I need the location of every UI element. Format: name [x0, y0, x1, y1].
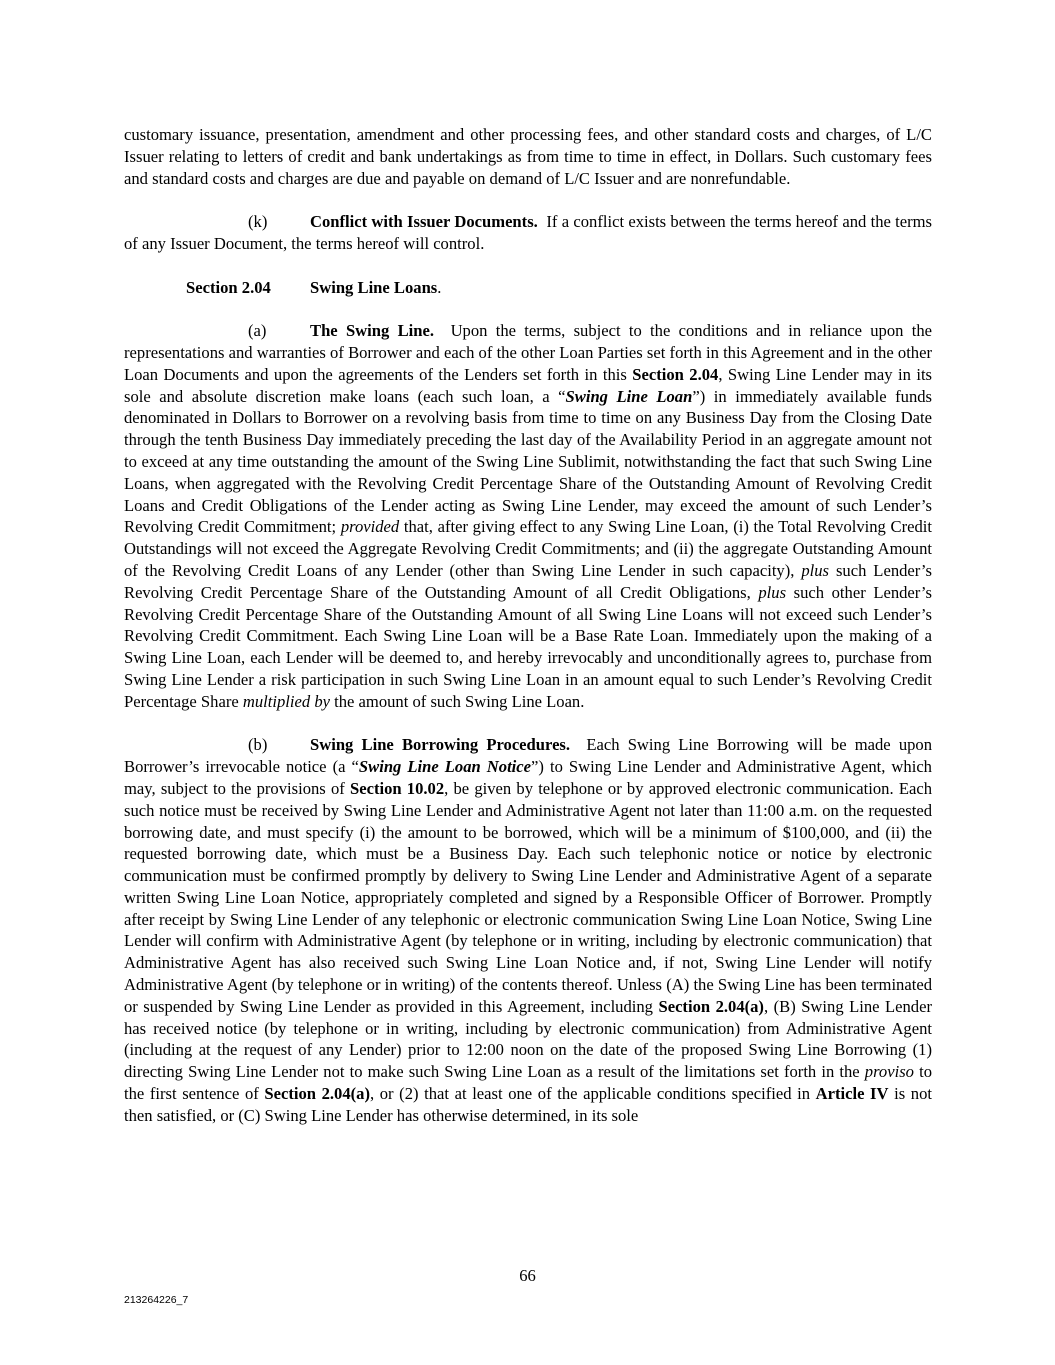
cross-reference: Article IV [815, 1084, 889, 1104]
text-a-5: such Lender’s Revolving Credit Percentage Share of the Outstanding Amount of all Credit Obligations, [124, 560, 932, 602]
document-page [124, 124, 932, 1127]
heading-a: The Swing Line. [310, 321, 434, 341]
section-heading [124, 277, 932, 299]
carryover-paragraph [124, 124, 932, 189]
document-id: 213264226_7 [124, 1294, 189, 1306]
text-b-1: Each Swing Line Borrowing will be made upon Borrower’s irrevocable notice (a “ [124, 735, 933, 777]
text-b-5: to the first sentence of [124, 1062, 933, 1104]
italic-term: multiplied by [242, 691, 330, 711]
text-a-1: Upon the terms, subject to the conditions and in reliance upon the representations and warranties of Borrower and each of the other Loan Parties set forth in this Agreement and in the other Loan Documents and upon the agreements of the Lenders set forth in this [124, 321, 932, 384]
section-title: Swing Line Loans [310, 277, 438, 297]
text-b-4: , (B) Swing Line Lender has received notice (by telephone or in writing, including by electronic communication) from Administrative Agent (including at the request of any Lender) prior to 12:00 noon on the date of the proposed Swing Line Borrowing (1) directing Swing Line Lender not to make such Swing Line Loan as a result of the limitations set forth in the [124, 996, 932, 1082]
italic-term: plus [758, 582, 787, 602]
text-a-3: ”) in immediately available funds denominated in Dollars to Borrower on a revolving basis from time to time on any Business Day from the Closing Date through the tenth Business Day immediately preceding the last day of the Availability Period in an aggregate amount not to exceed at any time outstanding the amount of the Swing Line Sublimit, notwithstanding the fact that such Swing Line Loans, when aggregated with the Revolving Credit Percentage Share of the Outstanding Amount of Revolving Credit Loans and Credit Obligations of the Lender acting as Swing Line Lender, may exceed the amount of such Lender’s Revolving Credit Commitment; [124, 386, 932, 537]
section-period: . [437, 277, 442, 297]
section-number: Section 2.04 [186, 277, 271, 297]
enum-k: (k) [248, 212, 268, 232]
heading-b: Swing Line Borrowing Procedures. [310, 735, 571, 755]
text-a-4: that, after giving effect to any Swing Line Loan, (i) the Total Revolving Credit Outstandings will not exceed the Aggregate Revolving Credit Commitments; and (ii) the aggregate Outstanding Amount of the Revolving Credit Loans of any Lender (other than Swing Line Lender in such capacity), [124, 517, 933, 580]
cross-reference: Section 10.02 [349, 778, 445, 798]
page-number: 66 [519, 1266, 536, 1285]
cross-reference: Section 2.04(a) [658, 996, 764, 1016]
text-a-2: , Swing Line Lender may in its sole and absolute discretion make loans (each such loan, a “ [124, 364, 933, 406]
heading-k: Conflict with Issuer Documents. [310, 212, 538, 232]
defined-term: Swing Line Loan [565, 386, 693, 406]
cross-reference: Section 2.04 [632, 364, 719, 384]
cross-reference: Section 2.04(a) [264, 1084, 370, 1104]
enum-b: (b) [248, 735, 268, 755]
enum-a: (a) [248, 321, 267, 341]
italic-term: proviso [864, 1062, 914, 1082]
defined-term: Swing Line Loan Notice [358, 757, 532, 777]
text-b-3: , be given by telephone or by approved electronic communication. Each such notice must be received by Swing Line Lender and Administrative Agent not later than 11:00 a.m. on the requested borrowing date, and must specify (i) the amount to be borrowed, which will be a minimum of $100,000, and (ii) the requested borrowing date, which must be a Business Day. Each such telephonic notice or notice by electronic communication must be confirmed promptly by delivery to Swing Line Lender and Administrative Agent of a separate written Swing Line Loan Notice, appropriately completed and signed by a Responsible Officer of Borrower. Promptly after receipt by Swing Line Lender of any telephonic or electronic communication Swing Line Loan Notice, Swing Line Lender will confirm with Administrative Agent (by telephone or in writing, including by electronic communication) that Administrative Agent has also received such Swing Line Loan Notice and, if not, Swing Line Lender will notify Administrative Agent (by telephone or in writing) of the contents thereof. Unless (A) the Swing Line has been terminated or suspended by Swing Line Lender as provided in this Agreement, including [124, 778, 932, 1016]
italic-term: provided [340, 517, 400, 537]
italic-term: plus [801, 560, 830, 580]
text-a-7: the amount of such Swing Line Loan. [329, 691, 585, 711]
paragraph-b [124, 734, 932, 1126]
text-b-7: is not then satisfied, or (C) Swing Line Lender has otherwise determined, in its sole [124, 1084, 932, 1125]
text-a-6: such other Lender’s Revolving Credit Percentage Share of the Outstanding Amount of all Swing Line Loans will not exceed such Lender’s Revolving Credit Commitment. Each Swing Line Loan will be a Base Rate Loan. Immediately upon the making of a Swing Line Loan, each Lender will be deemed to, and hereby irrevocably and unconditionally agrees to, purchase from Swing Line Lender a risk participation in such Swing Line Loan in an amount equal to such Lender’s Revolving Credit Percentage Share [124, 582, 932, 711]
paragraph-a [124, 320, 932, 712]
text-k: If a conflict exists between the terms hereof and the terms of any Issuer Document, the terms hereof will control. [124, 212, 933, 253]
text-b-2: ”) to Swing Line Lender and Administrative Agent, which may, subject to the provisions of [124, 757, 932, 798]
carryover-text: customary issuance, presentation, amendment and other processing fees, and other standard costs and charges, of L/C Issuer relating to letters of credit and bank undertakings as from time to time in effect, in Dollars. Such customary fees and standard costs and charges are due and payable on demand of L/C Issuer and are nonrefundable. [124, 125, 932, 188]
paragraph-k [124, 211, 932, 255]
text-b-6: , or (2) that at least one of the applicable conditions specified in [370, 1084, 816, 1104]
